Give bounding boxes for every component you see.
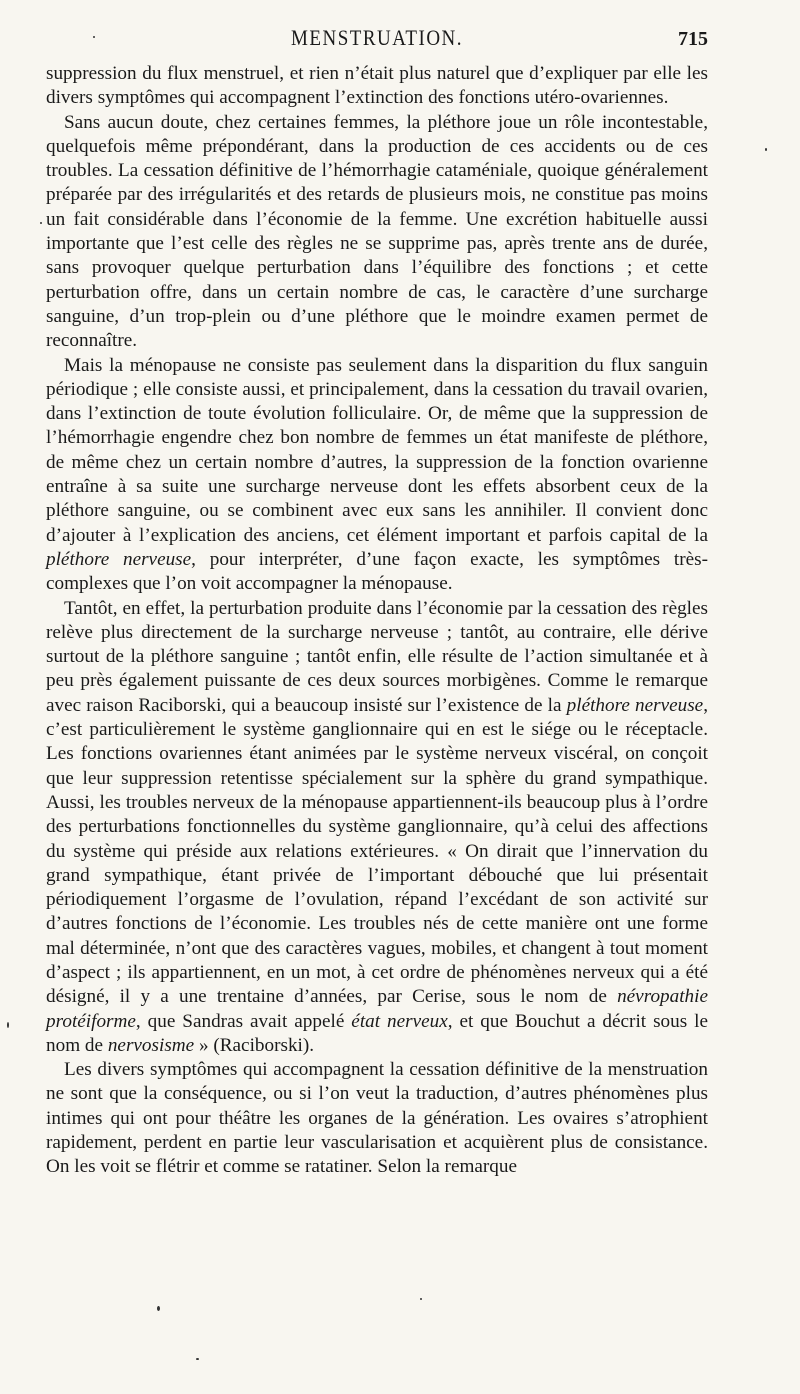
text-run: Mais la ménopause ne consiste pas seulement dans la disparition du flux sanguin périodique ; elle consiste aussi, et principalement, dans la cessation du travail ovarien, dans l’extinction de toute évolution folliculaire. Or, de même que la suppression de l’hémorrhagie engendre chez bon nombre de femmes un état manifeste de pléthore, de même chez un certain nombre d’autres, la suppression de la fonction ovarienne entraîne à sa suite une surcharge nerveuse dont les effets absorbent ceux de la pléthore sanguine, ou se combinent avec eux sans les annihiler. Il convient donc d’ajouter à l’explication des anciens, cet élément important et parfois capital de la xyxy=(46,354,708,546)
scan-speck xyxy=(196,1358,199,1360)
text-run: Les divers symptômes qui accompagnent la cessation définitive de la menstruation ne sont que la conséquence, ou si l’on veut la traduction, d’autres phénomènes plus intimes qui ont pour théâtre les organes de la génération. Les ovaires s’atrophient rapidement, perdent en partie leur vascularisation et acquièrent plus de consistance. On les voit se flétrir et comme se ratatiner. Selon la remarque xyxy=(46,1059,708,1178)
scan-speck xyxy=(765,148,767,151)
page-number: 715 xyxy=(678,28,708,50)
italic-term: névropathie protéiforme xyxy=(46,986,708,1032)
scan-speck xyxy=(93,36,95,38)
italic-term: état nerveux xyxy=(351,1010,448,1032)
text-run: » (Raciborski). xyxy=(194,1034,315,1056)
scan-speck xyxy=(157,1306,160,1311)
body-text xyxy=(46,62,708,1180)
text-run: suppression du flux menstruel, et rien n’était plus naturel que d’expliquer par elle les divers symptômes qui accompagnent l’extinction des fonctions utéro-ovariennes. xyxy=(46,63,708,109)
paragraph xyxy=(46,62,708,111)
paragraph xyxy=(46,354,708,597)
text-run: , et que Bouchut a décrit sous le nom de xyxy=(46,1010,708,1056)
text-run: , que Sandras avait appelé xyxy=(135,1010,352,1032)
text-run: Tantôt, en effet, la perturbation produite dans l’économie par la cessation des règles relève plus directement de la surcharge nerveuse ; tantôt, au contraire, elle dérive surtout de la pléthore sanguine ; tantôt enfin, elle résulte de l’action simultanée et à peu près également puissante de ces deux sources morbigènes. Comme le remarque avec raison Raciborski, qui a beaucoup insisté sur l’existence de la xyxy=(46,597,708,716)
text-run: , c’est particulièrement le système ganglionnaire qui en est le siége ou le réceptacle. Les fonctions ovariennes étant animées par le système nerveux viscéral, on conçoit que leur suppression retentisse spécialement sur la sphère du grand sympathique. Aussi, les troubles nerveux de la ménopause appartiennent-ils beaucoup plus à l’ordre des perturbations fonctionnelles du système ganglionnaire, qu’à celui des affections du système qui préside aux relations extérieures. « On dirait que l’innervation du grand sympathique, étant privée de l’important débouché que lui présentait périodiquement l’orgasme de l’ovulation, répand l’excédant de son activité sur d’autres fonctions de l’économie. Les troubles nés de cette manière ont une forme mal déterminée, n’ont que des caractères vagues, mobiles, et changent à tout moment d’aspect ; ils appartiennent, en un mot, à cet ordre de phénomènes nerveux qui a été désigné, il y a une trentaine d’années, par Cerise, sous le nom de xyxy=(46,694,708,1008)
page-header xyxy=(46,28,708,58)
scan-speck xyxy=(40,222,42,224)
text-run: , pour interpréter, d’une façon exacte, les symptômes très-complexes que l’on voit accompagner la ménopause. xyxy=(46,548,708,595)
running-title: MENSTRUATION. xyxy=(290,26,464,51)
text-run: Sans aucun doute, chez certaines femmes, la pléthore joue un rôle incontestable, quelquefois même prépondérant, dans la production de ces accidents ou de ces troubles. La cessation définitive de l’hémorrhagie cataméniale, quoique généralement préparée par des irrégularités et des retards de plusieurs mois, ne constitue pas moins un fait considérable dans l’économie de la femme. Une excrétion habituelle aussi importante que l’est celle des règles ne se supprime pas, après trente ans de durée, sans provoquer quelque perturbation dans l’équilibre des fonctions ; et cette perturbation offre, dans un certain nombre de cas, le caractère d’une surcharge sanguine, d’un trop-plein ou d’une pléthore que le moindre examen permet de reconnaître. xyxy=(46,111,708,352)
italic-term: nervosisme xyxy=(107,1034,195,1056)
paragraph xyxy=(46,597,708,1059)
scan-speck xyxy=(7,1022,9,1028)
scan-speck xyxy=(420,1298,422,1300)
italic-term: pléthore nerveuse xyxy=(46,548,192,570)
italic-term: pléthore nerveuse xyxy=(566,694,704,716)
paragraph xyxy=(46,111,708,354)
paragraph xyxy=(46,1058,708,1179)
